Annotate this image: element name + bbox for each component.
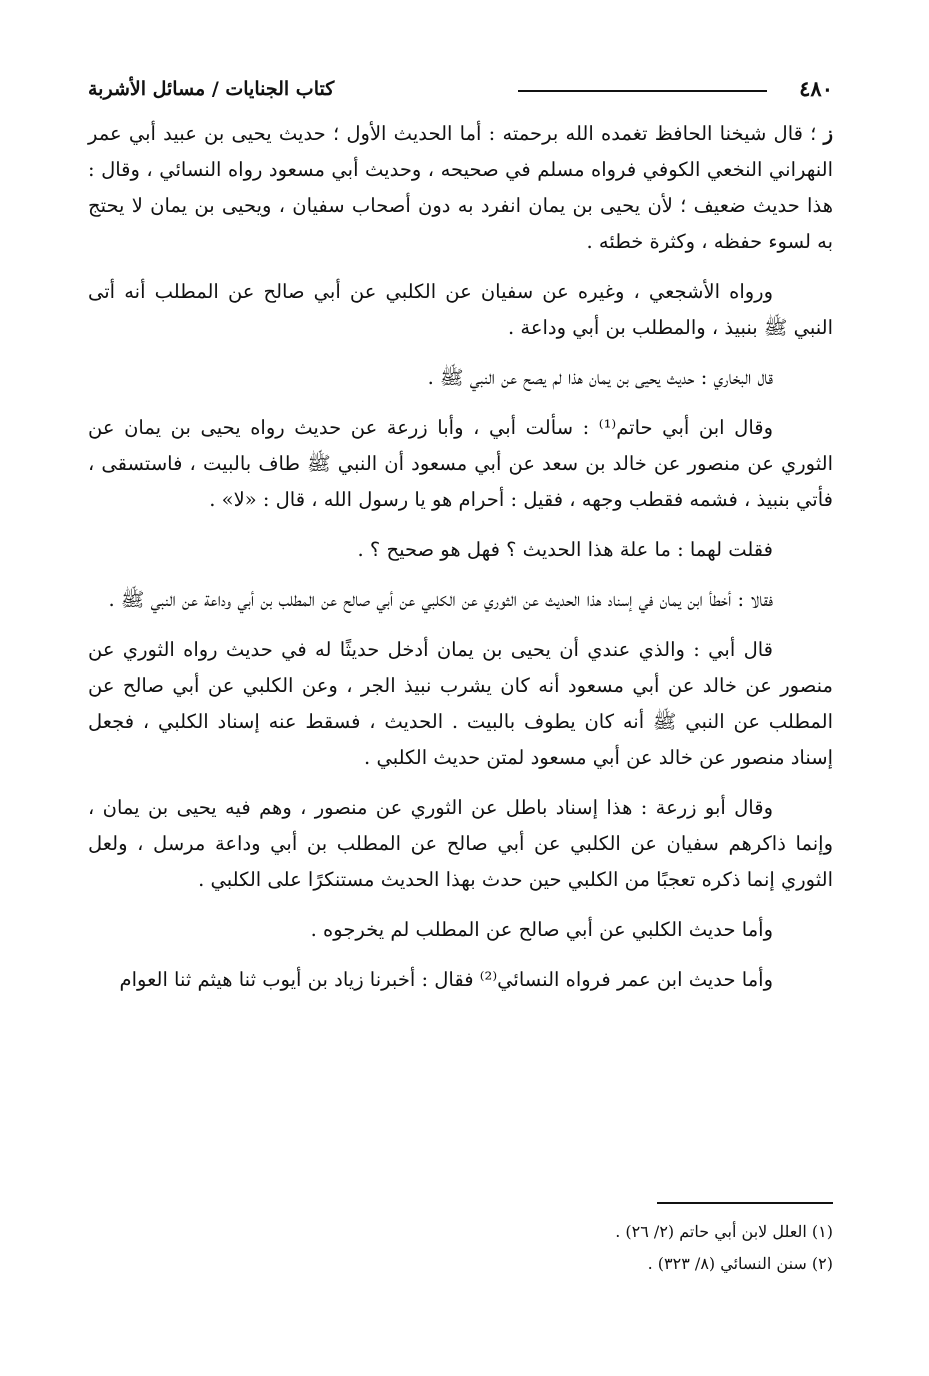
paragraph-1-text: ؛ قال شيخنا الحافظ تغمده الله برحمته : أما الحديث الأول ؛ حديث يحيى بن عبيد أبي عمر النهراني النخعي الكوفي فرواه مسلم في صحيحه ، وحديث أبي مسعود رواه النسائي ، وقال : هذا حديث ضعيف ؛ لأن يحيى بن يمان انفرد به دون أصحاب سفيان ، ويحيى بن يمان لا يحتج به لسوء حفظه ، وكثرة خطئه . <box>88 122 833 253</box>
running-title: كتاب الجنايات / مسائل الأشربة <box>88 78 335 100</box>
page-header <box>88 74 833 108</box>
paragraph-5: فقلت لهما : ما علة هذا الحديث ؟ فهل هو صحيح ؟ . <box>357 538 773 561</box>
page-number: ٤٨٠ <box>799 76 833 101</box>
footnotes <box>233 1216 833 1280</box>
paragraph-9: وأما حديث الكلبي عن أبي صالح عن المطلب لم يخرجوه . <box>310 918 773 941</box>
main-text <box>88 116 833 1012</box>
footnote-rule <box>657 1202 833 1204</box>
paragraph-1-lead: ز <box>823 122 833 145</box>
paragraph-7: قال أبي : والذي عندي أن يحيى بن يمان أدخل حديثًا له في حديث رواه الثوري عن منصور عن خالد عن أبي مسعود أنه كان يشرب نبيذ الجر ، وعن الكلبي عن أبي صالح عن المطلب عن النبي ﷺ أنه كان يطوف بالبيت . الحديث ، فسقط عنه إسناد الكلبي ، فجعل إسناد منصور عن خالد عن أبي مسعود لمتن حديث الكلبي . <box>88 638 833 769</box>
paragraph-2: ورواه الأشجعي ، وغيره عن سفيان عن الكلبي عن أبي صالح عن المطلب أنه أتى النبي ﷺ بنبيذ ، والمطلب بن أبي وداعة . <box>88 280 833 339</box>
footnote-2: (٢) سنن النسائي (٨/ ٣٢٣) . <box>647 1254 833 1273</box>
paragraph-3: قال البخاري : حديث يحيى بن يمان هذا لم يصح عن النبي ﷺ . <box>427 366 773 389</box>
header-rule <box>518 90 767 92</box>
paragraph-10: وأما حديث ابن عمر فرواه النسائي⁽²⁾ فقال : أخبرنا زياد بن أيوب ثنا هيثم ثنا العوام <box>119 968 773 991</box>
paragraph-6: فقالا : أخطأ ابن يمان في إسناد هذا الحديث عن الثوري عن الكلبي عن أبي صالح عن المطلب بن أبي وداعة عن النبي ﷺ . <box>108 588 773 611</box>
paragraph-8: وقال أبو زرعة : هذا إسناد باطل عن الثوري عن منصور ، وهم فيه يحيى بن يمان ، وإنما ذاكرهم سفيان عن الكلبي عن أبي صالح عن المطلب بن أبي وداعة مرسل ، ولعل الثوري إنما ذكره تعجبًا من الكلبي حين حدث بهذا الحديث مستنكرًا على الكلبي . <box>88 796 833 891</box>
footnote-1: (١) العلل لابن أبي حاتم (٢/ ٢٦) . <box>615 1222 833 1241</box>
paragraph-4: وقال ابن أبي حاتم⁽¹⁾ : سألت أبي ، وأبا زرعة عن حديث رواه يحيى بن يمان عن الثوري عن منصور عن خالد بن سعد عن أبي مسعود أن النبي ﷺ طاف بالبيت ، فاستسقى ، فأتي بنبيذ ، فشمه فقطب وجهه ، فقيل : أحرام هو يا رسول الله ، قال : «لا» . <box>88 416 833 511</box>
paragraph-1 <box>88 116 833 260</box>
